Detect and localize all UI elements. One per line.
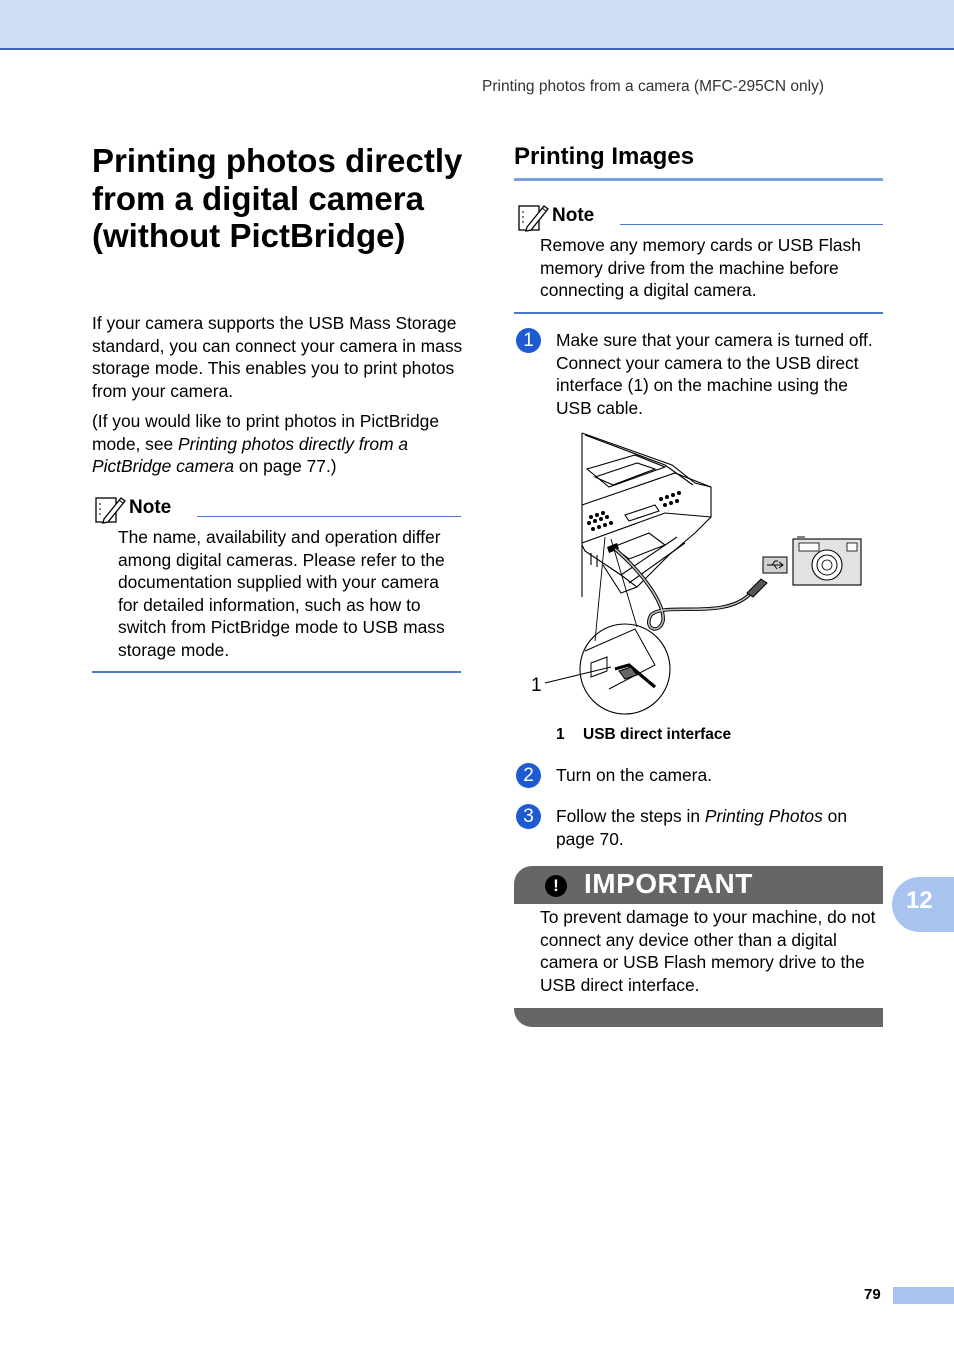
caption-number: 1 <box>556 726 565 743</box>
note-rule-bottom <box>514 312 883 314</box>
running-header: Printing photos from a camera (MFC-295CN only) <box>482 78 824 95</box>
important-footer-bar <box>514 1008 883 1027</box>
exclamation-icon: ! <box>545 875 567 897</box>
step-2-text: Turn on the camera. <box>556 765 712 785</box>
digital-camera-icon <box>793 537 861 585</box>
usb-connection-illustration <box>525 425 870 720</box>
note-pencil-icon <box>516 200 550 232</box>
section-title-rule <box>514 178 883 181</box>
note-pencil-icon <box>93 492 127 524</box>
right-note-header <box>516 200 594 232</box>
step-3-badge: 3 <box>516 804 541 829</box>
step-1-text: Make sure that your camera is turned off. Connect your camera to the USB direct interface (1) on the machine using the USB cable. <box>556 330 873 418</box>
left-note-header <box>93 492 171 524</box>
paragraph-text: (If you would like to print photos in PictBridge mode, see <box>92 411 440 454</box>
note-rule-bottom <box>92 671 461 673</box>
figure-callout-number: 1 <box>531 675 542 696</box>
chapter-number: 12 <box>906 887 933 914</box>
step-3-text <box>556 805 856 850</box>
pictbridge-link[interactable]: Printing photos directly from a PictBridge camera <box>92 433 409 477</box>
important-title: IMPORTANT <box>584 868 753 899</box>
page-title: Printing photos directly from a digital camera (without PictBridge) <box>92 142 463 254</box>
pictbridge-paragraph <box>92 410 464 478</box>
right-note-text: Remove any memory cards or USB Flash memory drive from the machine before connecting a digital camera. <box>540 235 861 301</box>
printing-photos-link[interactable]: Printing Photos <box>704 806 823 826</box>
note-rule-top <box>197 516 461 517</box>
usb-plug <box>747 579 767 597</box>
page-number: 79 <box>864 1286 881 1303</box>
paragraph-text: on page 77.) <box>234 456 337 477</box>
note-label: Note <box>552 205 595 226</box>
note-label: Note <box>129 497 172 518</box>
step-2-badge: 2 <box>516 763 541 788</box>
left-note-text: The name, availability and operation differ among digital cameras. Please refer to the documentation supplied with your camera for detailed information, such as how to switch from PictBridge mode to USB mass storage mode. <box>118 527 445 660</box>
note-rule-top <box>620 224 883 225</box>
step-3-text-a: Follow the steps in <box>556 806 705 826</box>
page-number-bar <box>893 1287 954 1304</box>
usb-cable <box>615 549 751 629</box>
top-band <box>0 0 954 50</box>
important-text: To prevent damage to your machine, do not connect any device other than a digital camera or USB Flash memory drive to the USB direct interface. <box>540 907 876 995</box>
section-title: Printing Images <box>514 143 695 170</box>
step-1-badge: 1 <box>516 328 541 353</box>
intro-paragraph: If your camera supports the USB Mass Storage standard, you can connect your camera in mass storage mode. This enables you to print photos from your camera. <box>92 313 463 401</box>
machine-body <box>582 433 711 587</box>
caption-text: USB direct interface <box>583 726 732 743</box>
step-3-text-b: on page 70. <box>556 806 847 849</box>
